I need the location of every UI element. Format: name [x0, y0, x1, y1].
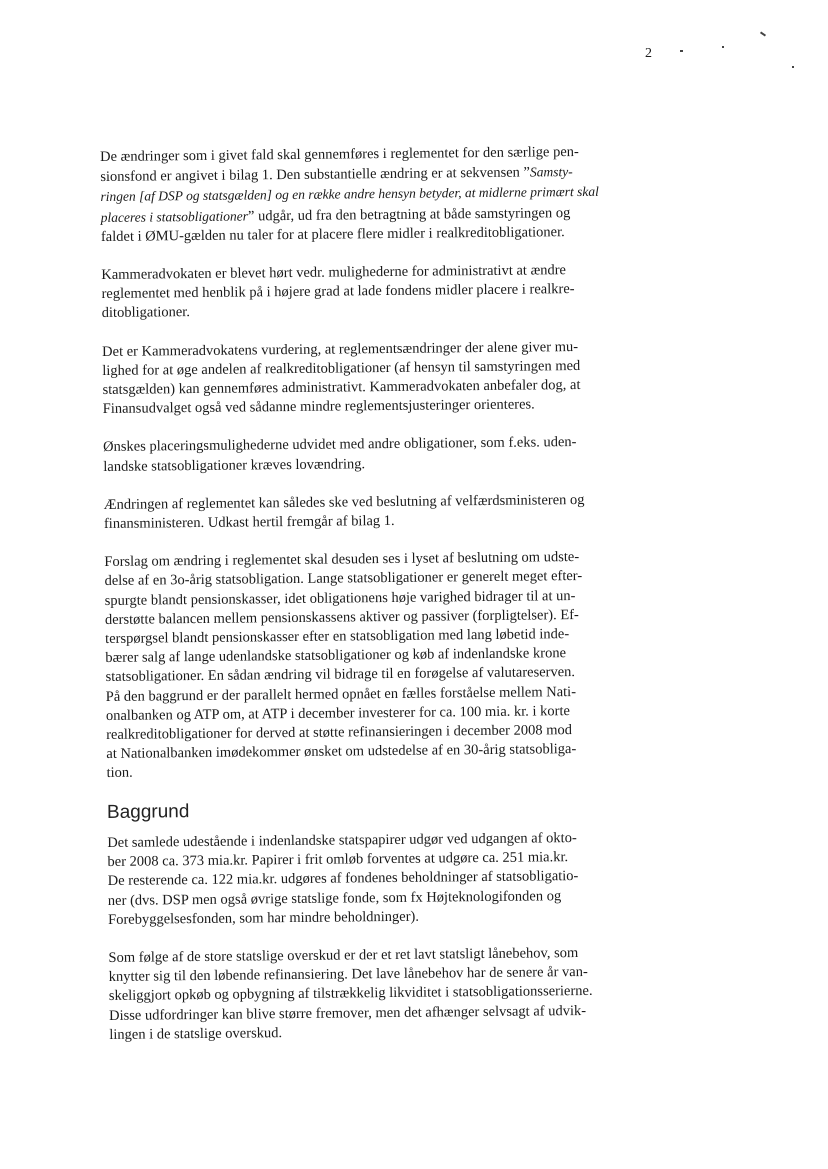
text-line: Forebyggelsesfonden, som har mindre beholdninger). [107, 908, 420, 928]
text-line: finansministeren. Udkast hertil fremgår af bilag 1. [103, 512, 395, 533]
text-line: statsgælden) kan gennemføres administrativt. Kammeradvokaten anbefaler dog, at [102, 377, 581, 399]
section-heading-baggrund: Baggrund [106, 800, 190, 823]
text-line: Kammeradvokaten er blevet hørt vedr. mulighederne for administrativt at ændre [101, 262, 567, 284]
text-line: Det samlede udestående i indenlandske statspapirer udgør ved udgangen af okto- [107, 829, 577, 851]
paragraph-beslutning [104, 490, 644, 534]
text-line: lighed for at øge andelen af realkreditobligationer (af hensyn til samstyringen med [102, 357, 581, 379]
paragraph-reglement-changes [100, 142, 641, 247]
scan-speck [792, 66, 794, 68]
text-line: delse af en 3o-årig statsobligation. Lange statsobligationer er generelt meget efter- [104, 568, 583, 590]
paragraph-kammeradvokaten-hoert [101, 260, 642, 323]
paragraph-udestaaende [107, 828, 648, 930]
text-line: ner (dvs. DSP men også øvrige statslige fonde, som fx Højteknologifonden og [107, 887, 562, 909]
text-line: faldet i ØMU-gælden nu taler for at placere flere midler i realkreditobligationer. [100, 223, 565, 245]
text-line: tion. [106, 765, 133, 782]
text-line: ” udgår, ud fra den betragtning at både samstyringen og [247, 204, 571, 225]
text-line: skeliggjort opkøb og opbygning af tilstrækkelig likviditet i statsobligationsserierne. [108, 983, 593, 1005]
paragraph-laanebehov [108, 943, 649, 1045]
text-line: De ændringer som i givet fald skal gennemføres i reglementet for den særlige pen- [100, 143, 579, 165]
text-line: På den baggrund er der parallelt hermed opnået en fælles forståelse mellem Nati- [105, 683, 577, 705]
text-line: Det er Kammeradvokatens vurdering, at reglementsændringer der alene giver mu- [102, 338, 579, 360]
quoted-sequence: ringen [af DSP og statsgælden] og en række andre hensyn betyder, at midlerne primært skal [100, 184, 599, 205]
quoted-sequence: placeres i statsobligationer [100, 208, 249, 225]
text-line: De resterende ca. 122 mia.kr. udgøres af fondenes beholdninger af statsobligatio- [107, 868, 579, 890]
text-line: sionsfond er angivet i bilag 1. Den substantielle ændring er at sekvensen ” [100, 164, 531, 186]
text-line: landske statsobligationer kræves lovændring. [103, 455, 366, 475]
paragraph-lovaendring [103, 433, 643, 477]
text-line: reglementet med henblik på i højere grad at lade fondens midler placere i realkre- [101, 281, 575, 303]
scan-speck [760, 31, 766, 36]
text-line: derstøtte balancen mellem pensionskassens aktiver og passiver (forpligtelser). Ef- [104, 606, 579, 628]
text-line: spurgte blandt pensionskasser, idet obligationens høje varighed bidrager til at un- [104, 587, 576, 609]
text-line: statsobligationer. En sådan ændring vil bidrage til en forøgelse af valutareserven. [105, 664, 576, 686]
text-line: Som følge af de store statslige overskud er der et ret lavt statsligt lånebehov, som [108, 944, 579, 966]
scan-speck [722, 46, 724, 48]
text-line: Finansudvalget også ved sådanne mindre reglementsjusteringer orienteres. [102, 396, 535, 418]
text-line: Disse udfordringer kan blive større fremover, men det afhænger selvsagt af udvik- [109, 1002, 587, 1024]
text-line: ditobligationer. [101, 304, 191, 322]
text-line: Forslag om ændring i reglementet skal desuden ses i lyset af beslutning om udste- [104, 549, 580, 571]
page-number: 2 [645, 46, 652, 61]
text-line: bærer salg af lange udenlandske statsobligationer og køb af indenlandske krone [105, 645, 567, 667]
text-line: Ændringen af reglementet kan således ske ved beslutning af velfærdsministeren og [103, 491, 585, 513]
text-line: realkreditobligationer for derved at støtte refinansieringen i december 2008 mod [106, 722, 573, 744]
text-line: terspørgsel blandt pensionskasser efter en statsobligation med lang løbetid inde- [105, 626, 570, 648]
scan-speck [680, 50, 683, 52]
paragraph-kammeradvokaten-vurdering [102, 337, 643, 419]
quoted-sequence: Samsty- [529, 164, 573, 180]
paragraph-30-aarig-statsobligation [104, 548, 646, 784]
text-line: at Nationalbanken imødekommer ønsket om udstedelse af en 30-årig statsobliga- [106, 741, 577, 763]
document-body [100, 142, 649, 1045]
text-line: lingen i de statslige overskud. [109, 1024, 283, 1043]
text-line: knytter sig til den løbende refinansiering. Det lave lånebehov har de senere år van- [108, 964, 588, 986]
text-line: Ønskes placeringsmulighederne udvidet med andre obligationer, som f.eks. uden- [103, 434, 577, 456]
text-line: ber 2008 ca. 373 mia.kr. Papirer i frit omløb forventes at udgøre ca. 251 mia.kr. [107, 849, 569, 871]
text-line: onalbanken og ATP om, at ATP i december investerer for ca. 100 mia. kr. i korte [105, 702, 571, 724]
